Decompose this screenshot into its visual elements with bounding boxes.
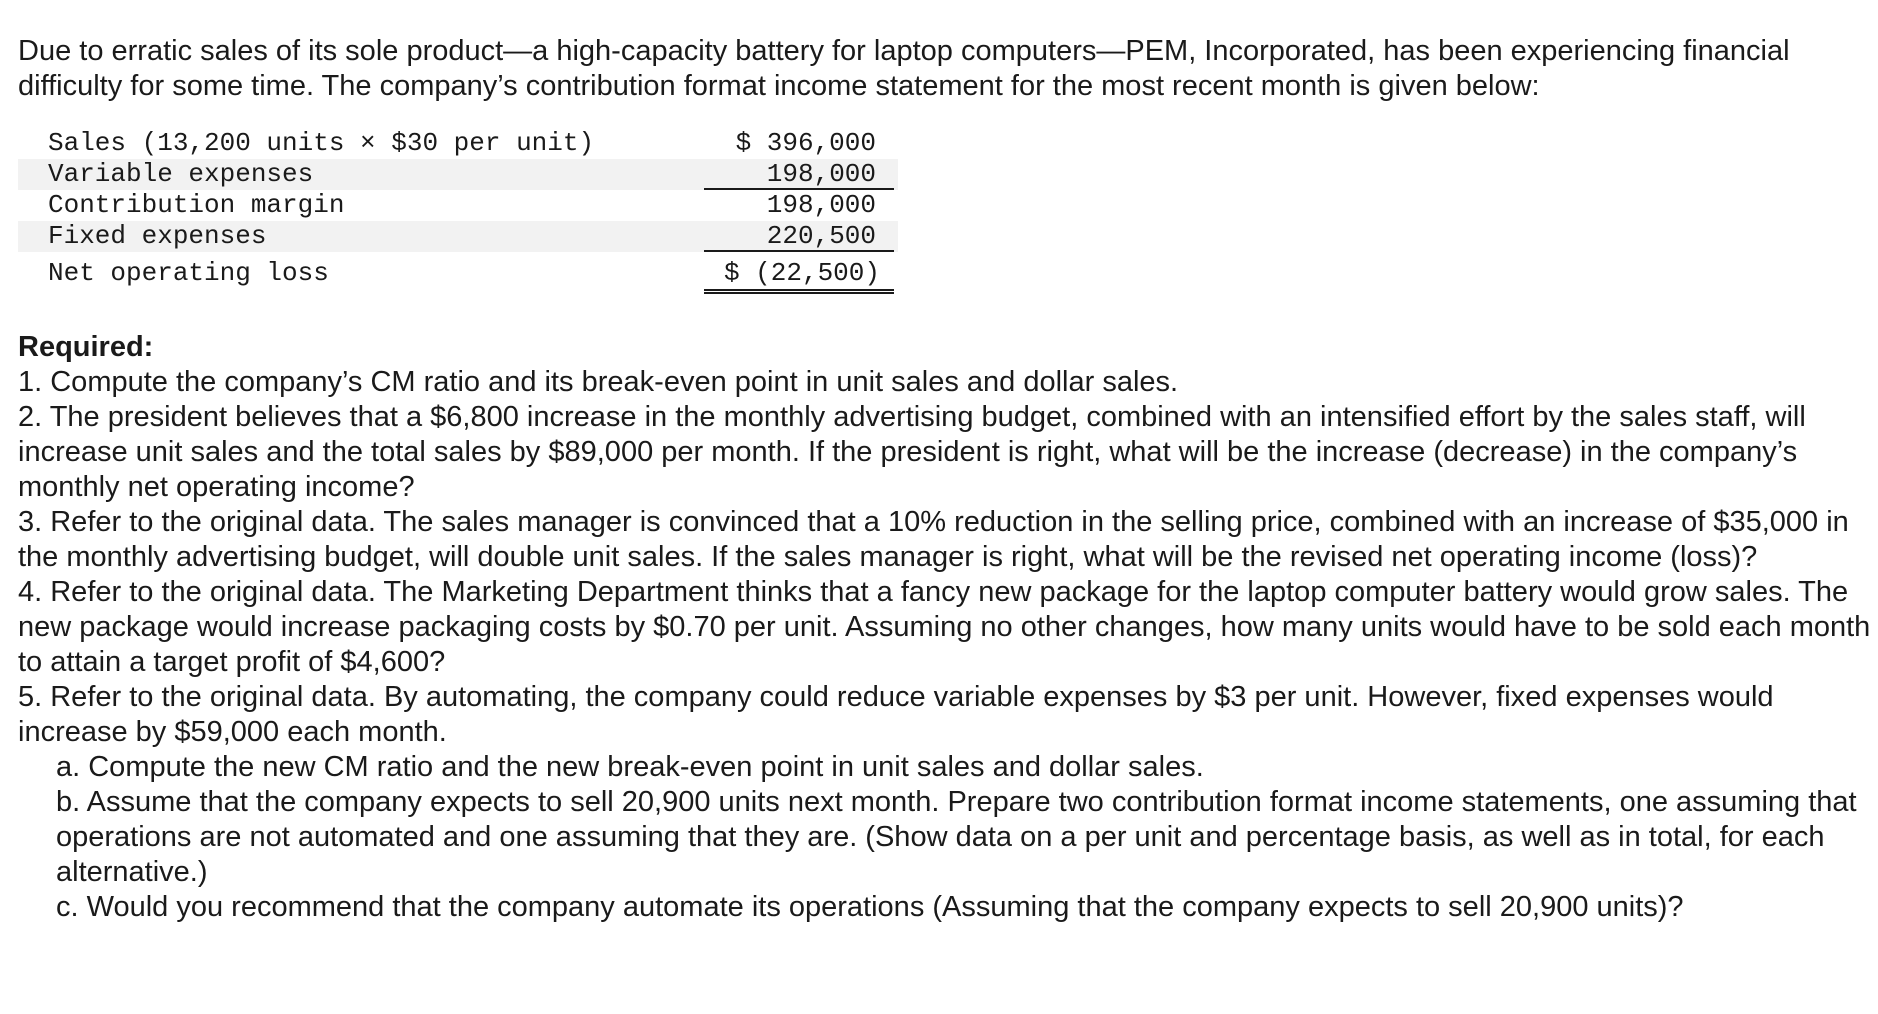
statement-row-contribution-margin bbox=[18, 190, 898, 221]
row-label: Fixed expenses bbox=[48, 221, 267, 251]
question-5: 5. Refer to the original data. By automating, the company could reduce variable expenses by $3 per unit. However, fixed expenses would increase by $59,000 each month. bbox=[18, 681, 1774, 748]
statement-row-net-operating-loss bbox=[18, 252, 898, 294]
row-amount: 198,000 bbox=[766, 190, 876, 220]
row-label: Variable expenses bbox=[48, 159, 314, 189]
question-2: 2. The president believes that a $6,800 increase in the monthly advertising budget, combined with an intensified effort by the sales staff, will increase unit sales and the total sales by $89,000 per month. If the president is right, what will be the increase (decrease) in the company’s monthly net operating income? bbox=[18, 401, 1806, 503]
question-5a: a. Compute the new CM ratio and the new break-even point in unit sales and dollar sales. bbox=[56, 751, 1204, 783]
row-amount: $ (22,500) bbox=[704, 252, 894, 294]
intro-paragraph: Due to erratic sales of its sole product—a high-capacity battery for laptop computers—PEM, Incorporated, has been experiencing financial difficulty for some time. The company’s contribution format income statement for the most recent month is given below: bbox=[18, 35, 1790, 102]
statement-row-variable-expenses bbox=[18, 159, 898, 190]
statement-row-fixed-expenses bbox=[18, 221, 898, 252]
row-amount: 198,000 bbox=[704, 159, 894, 190]
row-label: Net operating loss bbox=[48, 258, 329, 288]
question-5b: b. Assume that the company expects to sell 20,900 units next month. Prepare two contribution format income statements, one assuming that operations are not automated and one assuming that they are. (Show data on a per unit and percentage basis, as well as in total, for each alternative.) bbox=[56, 786, 1857, 888]
required-heading: Required: bbox=[18, 331, 154, 363]
row-amount: 220,500 bbox=[704, 221, 894, 252]
income-statement bbox=[18, 128, 898, 294]
row-label: Sales (13,200 units × $30 per unit) bbox=[48, 128, 595, 158]
question-1: 1. Compute the company’s CM ratio and its break-even point in unit sales and dollar sales. bbox=[18, 366, 1179, 398]
question-5c: c. Would you recommend that the company automate its operations (Assuming that the company expects to sell 20,900 units)? bbox=[56, 891, 1684, 923]
question-4: 4. Refer to the original data. The Marketing Department thinks that a fancy new package for the laptop computer battery would grow sales. The new package would increase packaging costs by $0.70 per unit. Assuming no other changes, how many units would have to be sold each month to attain a target profit of $4,600? bbox=[18, 576, 1871, 678]
row-amount: $ 396,000 bbox=[735, 128, 876, 158]
question-3: 3. Refer to the original data. The sales manager is convinced that a 10% reduction in the selling price, combined with an increase of $35,000 in the monthly advertising budget, will double unit sales. If the sales manager is right, what will be the revised net operating income (loss)? bbox=[18, 506, 1849, 573]
required-section bbox=[18, 330, 1878, 925]
row-label: Contribution margin bbox=[48, 190, 345, 220]
problem-page bbox=[18, 34, 1878, 925]
statement-row-sales bbox=[18, 128, 898, 159]
